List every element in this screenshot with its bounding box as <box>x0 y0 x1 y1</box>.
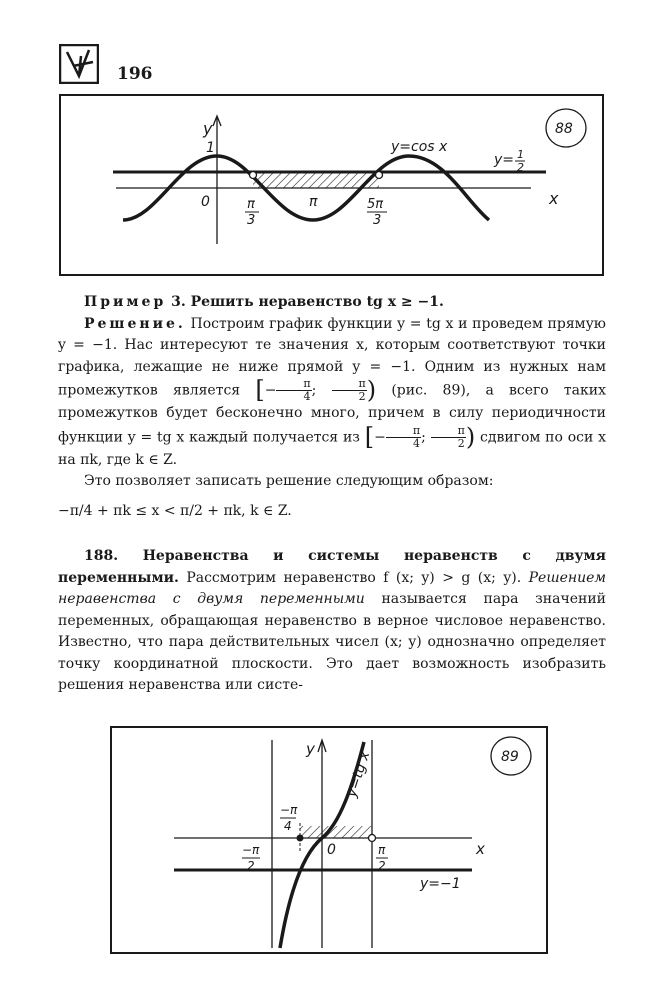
line-label-prefix: y= <box>494 152 515 168</box>
tick-pi: π <box>309 194 318 210</box>
y-tick-one: 1 <box>206 140 215 156</box>
solution-part-a: Построим график функции y = tg x и проведем прямую y = −1. Нас интересуют те значения x, которым соответствуют точки графика, лежащие не ниже прямой y = −1. Одним из нужных нам промежутков является <box>58 315 606 399</box>
line-label: y=−1 <box>420 876 461 892</box>
example-3-text: Пример 3. Решить неравенство tg x ≥ −1. Решение. Построим график функции y = tg x и проведем прямую y = −1. Нас интересуют те значения x, которым соответствуют точки графика, лежащие не ниже прямой y = −1. Одним из нужных нам промежутков является [− $\frac{\pi}{4}$ ; $\frac{\pi}{2}$ ) (рис. 89), а всего таких промежутков будет бесконечно много, причем в силу периодичности функции y = tg x каждый получается из [− $\frac{\pi}{4}$ ; $\frac{\pi}{2}$ ) сдвигом по оси x на πk, где k ∈ Z. Это позволяет записать решение следующим образом: −π/4 + πk ≤ x < π/2 + πk, k ∈ Z. 188. Неравенства и системы неравенств с двумя переменными. Рассмотрим неравенство f (x; y) > g (x; y). Решением неравенства с двумя переменными называется пара значений переменных, обращающая неравенство в верное числовое неравенство. Известно, что пара действительных чисел (x; y) однозначно определяет точку координатной плоскости. Это дает возможность изобразить решения неравенства или систе- <box>58 294 606 693</box>
x-axis-label: x <box>549 189 559 208</box>
hatched-region <box>300 826 372 838</box>
page-number: 196 <box>117 64 153 84</box>
tick-pi3-num: π <box>247 197 255 212</box>
curve-label: y=tg x <box>343 749 374 800</box>
pi2-den: 2 <box>378 859 386 873</box>
example-heading-word: Пример <box>84 294 167 310</box>
solution-conclusion: Это позволяет записать решение следующим образом: <box>84 473 494 489</box>
neg-pi2-den: 2 <box>247 859 255 873</box>
example-heading-rest: 3. Решить неравенство tg x ≥ −1. <box>166 294 444 310</box>
point-pi3 <box>250 172 257 179</box>
point-5pi3 <box>376 172 383 179</box>
origin-label: 0 <box>201 194 210 210</box>
definition-term: Решением неравенства с двумя переменными <box>58 569 606 607</box>
figure-89 <box>110 726 548 954</box>
book-logo-icon <box>59 44 99 84</box>
pi2-num: π <box>378 843 386 857</box>
solution-word: Решение. <box>84 315 186 332</box>
curve-label: y=cos x <box>391 139 448 155</box>
tick-5pi3-num: 5π <box>367 197 384 212</box>
solution-part-c: сдвигом по оси x на πk, где k ∈ Z. <box>58 429 606 468</box>
solution-part-b: (рис. 89), а всего таких промежутков будет бесконечно много, причем в силу периодичности функции y = tg x каждый получается из <box>58 382 606 445</box>
x-axis-label: x <box>476 840 485 858</box>
solution-formula: −π/4 + πk ≤ x < π/2 + πk, k ∈ Z. <box>58 502 292 519</box>
origin-label: 0 <box>327 842 336 858</box>
neg-pi4-num: −π <box>280 803 298 817</box>
figure-number: 89 <box>501 749 519 765</box>
section-188-heading: 188. Неравенства и системы неравенств с двумя переменными. <box>58 548 606 586</box>
neg-pi2-num: −π <box>242 843 260 857</box>
y-axis-label: y <box>203 119 213 138</box>
y-axis-label: y <box>306 740 315 758</box>
line-label-num: 1 <box>517 148 524 161</box>
figure-88 <box>59 94 604 276</box>
line-label-den: 2 <box>517 161 524 174</box>
figure-number: 88 <box>555 121 573 137</box>
tick-pi3-den: 3 <box>247 213 256 228</box>
hatched-region <box>253 172 379 188</box>
tick-5pi3-den: 3 <box>373 213 382 228</box>
neg-pi4-den: 4 <box>284 819 292 833</box>
